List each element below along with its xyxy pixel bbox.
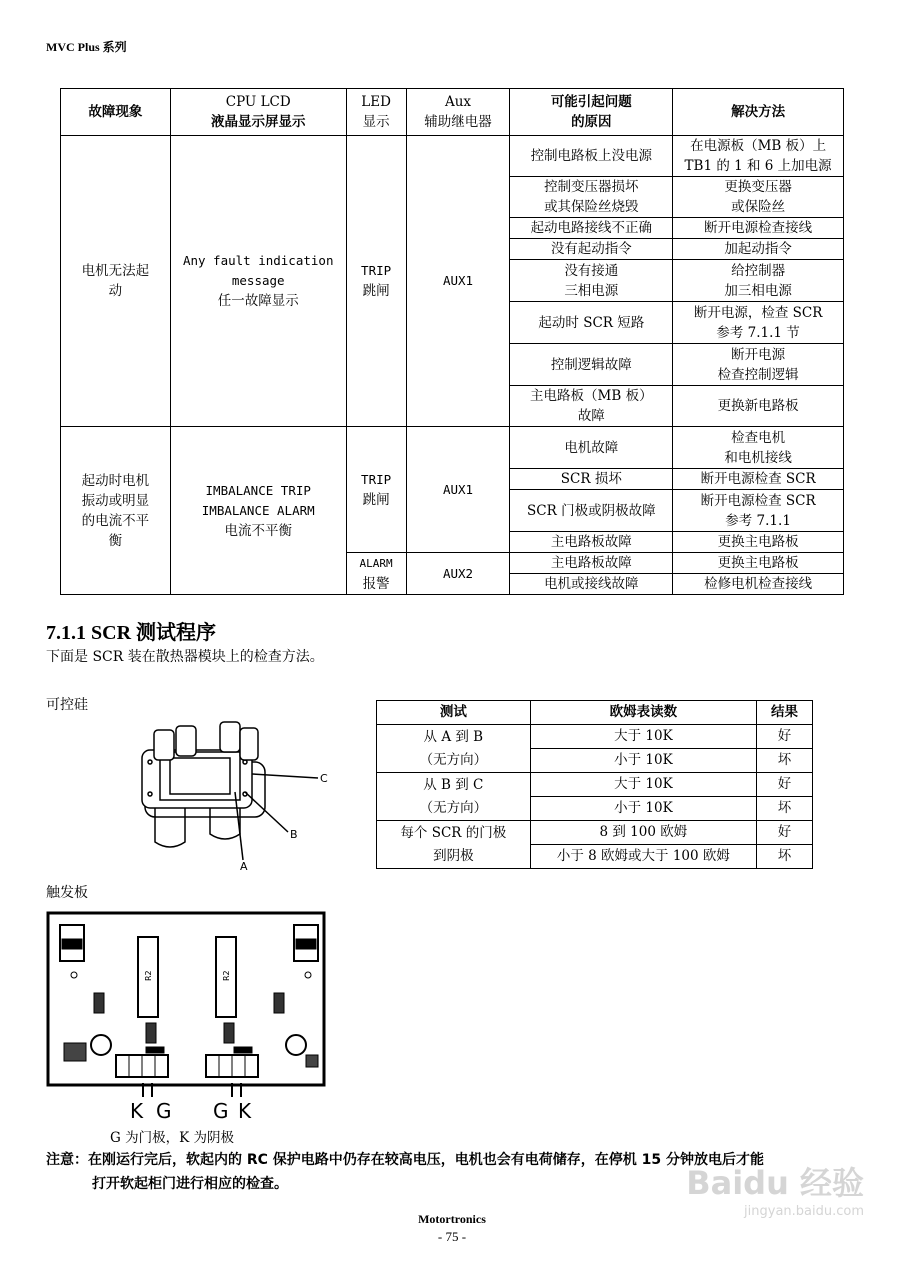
result-cell: 坏: [757, 797, 813, 821]
header-test: 测试: [377, 701, 531, 725]
scr-module-figure: [130, 712, 330, 877]
cause-cell: 起动电路接线不正确: [510, 218, 673, 239]
solution-cell: 断开电源检查接线: [673, 218, 844, 239]
table-row: [377, 821, 813, 845]
r2-label-right: R2: [222, 970, 231, 981]
header-cause: 可能引起问题 的原因: [510, 89, 673, 136]
cause-cell: 控制逻辑故障: [510, 344, 673, 386]
solution-cell: 更换主电路板: [673, 553, 844, 574]
reading-cell: 大于 10K: [530, 773, 756, 797]
pin-g-left: G: [156, 1099, 172, 1123]
cause-cell: 主电路板故障: [510, 532, 673, 553]
trigger-board-figure: [46, 905, 331, 1125]
fault-table-header-row: [61, 89, 844, 136]
led-cell: ALARM 报警: [346, 553, 406, 595]
scr-label-c: C: [320, 772, 328, 785]
solution-cell: 断开电源检查 SCR: [673, 469, 844, 490]
cause-cell: 主电路板（MB 板） 故障: [510, 386, 673, 427]
cause-cell: 电机故障: [510, 427, 673, 469]
reading-cell: 小于 8 欧姆或大于 100 欧姆: [530, 845, 756, 869]
solution-cell: 检查电机 和电机接线: [673, 427, 844, 469]
section-intro: 下面是 SCR 装在散热器模块上的检查方法。: [46, 649, 324, 665]
cause-cell: 起动时 SCR 短路: [510, 302, 673, 344]
solution-cell: 加起动指令: [673, 239, 844, 260]
led-cell: TRIP 跳闸: [346, 136, 406, 427]
solution-cell: 断开电源检查 SCR 参考 7.1.1: [673, 490, 844, 532]
board-caption: G 为门极，K 为阴极: [110, 1130, 234, 1146]
test-table-header-row: [377, 701, 813, 725]
cause-cell: 控制变压器损坏 或其保险丝烧毁: [510, 177, 673, 218]
page-number: - 75 -: [437, 1229, 467, 1244]
test-cell: 从 A 到 B （无方向）: [377, 725, 531, 773]
scr-label: 可控硅: [46, 697, 88, 713]
page-header: MVC Plus 系列: [46, 40, 127, 54]
aux-cell: AUX1: [406, 136, 510, 427]
reading-cell: 大于 10K: [530, 725, 756, 749]
cause-cell: 没有起动指令: [510, 239, 673, 260]
lcd-cell: IMBALANCE TRIP IMBALANCE ALARM 电流不平衡: [170, 427, 346, 595]
result-cell: 坏: [757, 749, 813, 773]
lcd-cell: Any fault indication message 任一故障显示: [170, 136, 346, 427]
board-label: 触发板: [46, 885, 88, 901]
footer-brand: Motortronics: [418, 1212, 486, 1226]
reading-cell: 小于 10K: [530, 797, 756, 821]
result-cell: 好: [757, 821, 813, 845]
symptom-cell: 电机无法起 动: [61, 136, 171, 427]
test-cell: 从 B 到 C （无方向）: [377, 773, 531, 821]
solution-cell: 断开电源 检查控制逻辑: [673, 344, 844, 386]
pin-g-right: G: [213, 1099, 229, 1123]
header-aux: Aux 辅助继电器: [406, 89, 510, 136]
result-cell: 好: [757, 725, 813, 749]
solution-cell: 在电源板（MB 板）上 TB1 的 1 和 6 上加电源: [673, 136, 844, 177]
aux-cell: AUX2: [406, 553, 510, 595]
scr-label-b: B: [290, 828, 298, 841]
cause-cell: 电机或接线故障: [510, 574, 673, 595]
note-line2: 打开软起柜门进行相应的检查。: [92, 1176, 288, 1192]
led-cell: TRIP 跳闸: [346, 427, 406, 553]
pin-k-left: K: [130, 1099, 144, 1123]
table-row: [377, 773, 813, 797]
pin-k-right: K: [238, 1099, 252, 1123]
cause-cell: SCR 门极或阴极故障: [510, 490, 673, 532]
header-lcd: CPU LCD 液晶显示屏显示: [170, 89, 346, 136]
scr-test-table: [376, 700, 813, 869]
result-cell: 好: [757, 773, 813, 797]
solution-cell: 检修电机检查接线: [673, 574, 844, 595]
scr-label-a: A: [240, 860, 248, 873]
solution-cell: 给控制器 加三相电源: [673, 260, 844, 302]
reading-cell: 小于 10K: [530, 749, 756, 773]
reading-cell: 8 到 100 欧姆: [530, 821, 756, 845]
solution-cell: 断开电源，检查 SCR 参考 7.1.1 节: [673, 302, 844, 344]
header-result: 结果: [757, 701, 813, 725]
watermark-url: jingyan.baidu.com: [744, 1204, 864, 1219]
table-row: [377, 725, 813, 749]
cause-cell: 主电路板故障: [510, 553, 673, 574]
test-cell: 每个 SCR 的门极 到阴极: [377, 821, 531, 869]
aux-cell: AUX1: [406, 427, 510, 553]
header-solution: 解决方法: [673, 89, 844, 136]
note-line1: 注意：在刚运行完后，软起内的 RC 保护电路中仍存在较高电压，电机也会有电荷储存，在停机 15 分钟放电后才能: [46, 1152, 765, 1168]
table-row: [61, 136, 844, 177]
r2-label-left: R2: [144, 970, 153, 981]
result-cell: 坏: [757, 845, 813, 869]
fault-table: [60, 88, 844, 595]
solution-cell: 更换主电路板: [673, 532, 844, 553]
cause-cell: SCR 损坏: [510, 469, 673, 490]
section-title: 7.1.1 SCR 测试程序: [46, 622, 217, 644]
cause-cell: 控制电路板上没电源: [510, 136, 673, 177]
symptom-cell: 起动时电机 振动或明显 的电流不平 衡: [61, 427, 171, 595]
watermark-logo: Baidu 经验: [686, 1164, 864, 1202]
header-symptom: 故障现象: [61, 89, 171, 136]
solution-cell: 更换新电路板: [673, 386, 844, 427]
watermark: [686, 1158, 864, 1219]
cause-cell: 没有接通 三相电源: [510, 260, 673, 302]
header-led: LED 显示: [346, 89, 406, 136]
table-row: [61, 427, 844, 469]
solution-cell: 更换变压器 或保险丝: [673, 177, 844, 218]
header-reading: 欧姆表读数: [530, 701, 756, 725]
